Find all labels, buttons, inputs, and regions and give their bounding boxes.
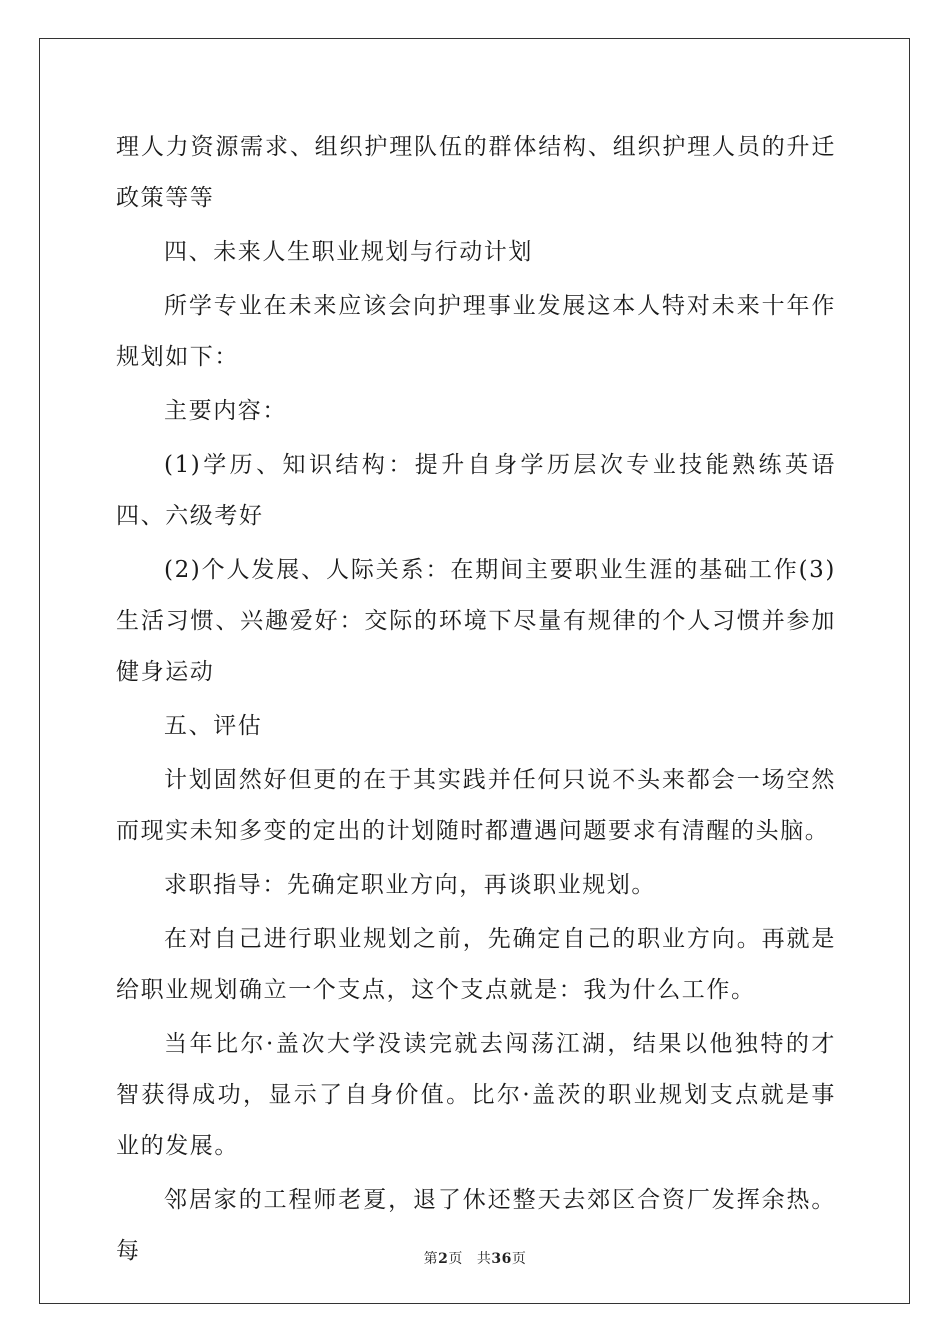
section-heading: 五、评估 bbox=[164, 713, 263, 739]
document-body bbox=[116, 122, 836, 1280]
paragraph: 在对自己进行职业规划之前，先确定自己的职业方向。再就是给职业规划确立一个支点，这个支点就是：我为什么工作。 bbox=[116, 926, 836, 1003]
section-heading: 四、未来人生职业规划与行动计划 bbox=[164, 239, 533, 265]
page-footer bbox=[0, 1248, 950, 1268]
list-item: (1)学历、知识结构：提升自身学历层次专业技能熟练英语四、六级考好 bbox=[116, 452, 836, 529]
paragraph: 邻居家的工程师老夏，退了休还整天去郊区合资厂发挥余热。每 bbox=[116, 1187, 836, 1264]
total-pages: 36 bbox=[491, 1251, 512, 1267]
total-prefix: 共 bbox=[476, 1251, 492, 1267]
page-prefix: 第 bbox=[423, 1251, 439, 1267]
page-number: 2 bbox=[438, 1251, 449, 1267]
list-item: (2)个人发展、人际关系：在期间主要职业生涯的基础工作(3)生活习惯、兴趣爱好：交际的环境下尽量有规律的个人习惯并参加健身运动 bbox=[116, 557, 836, 685]
paragraph: 所学专业在未来应该会向护理事业发展这本人特对未来十年作规划如下： bbox=[116, 293, 836, 370]
paragraph: 当年比尔·盖次大学没读完就去闯荡江湖，结果以他独特的才智获得成功，显示了自身价值。比尔·盖茨的职业规划支点就是事业的发展。 bbox=[116, 1031, 836, 1159]
paragraph: 理人力资源需求、组织护理队伍的群体结构、组织护理人员的升迁政策等等 bbox=[116, 134, 836, 211]
paragraph: 主要内容： bbox=[164, 398, 287, 424]
total-suffix: 页 bbox=[511, 1251, 527, 1267]
page-suffix: 页 bbox=[448, 1251, 463, 1267]
paragraph: 计划固然好但更的在于其实践并任何只说不头来都会一场空然而现实未知多变的定出的计划随时都遭遇问题要求有清醒的头脑。 bbox=[116, 767, 836, 844]
paragraph: 求职指导：先确定职业方向，再谈职业规划。 bbox=[164, 872, 656, 898]
